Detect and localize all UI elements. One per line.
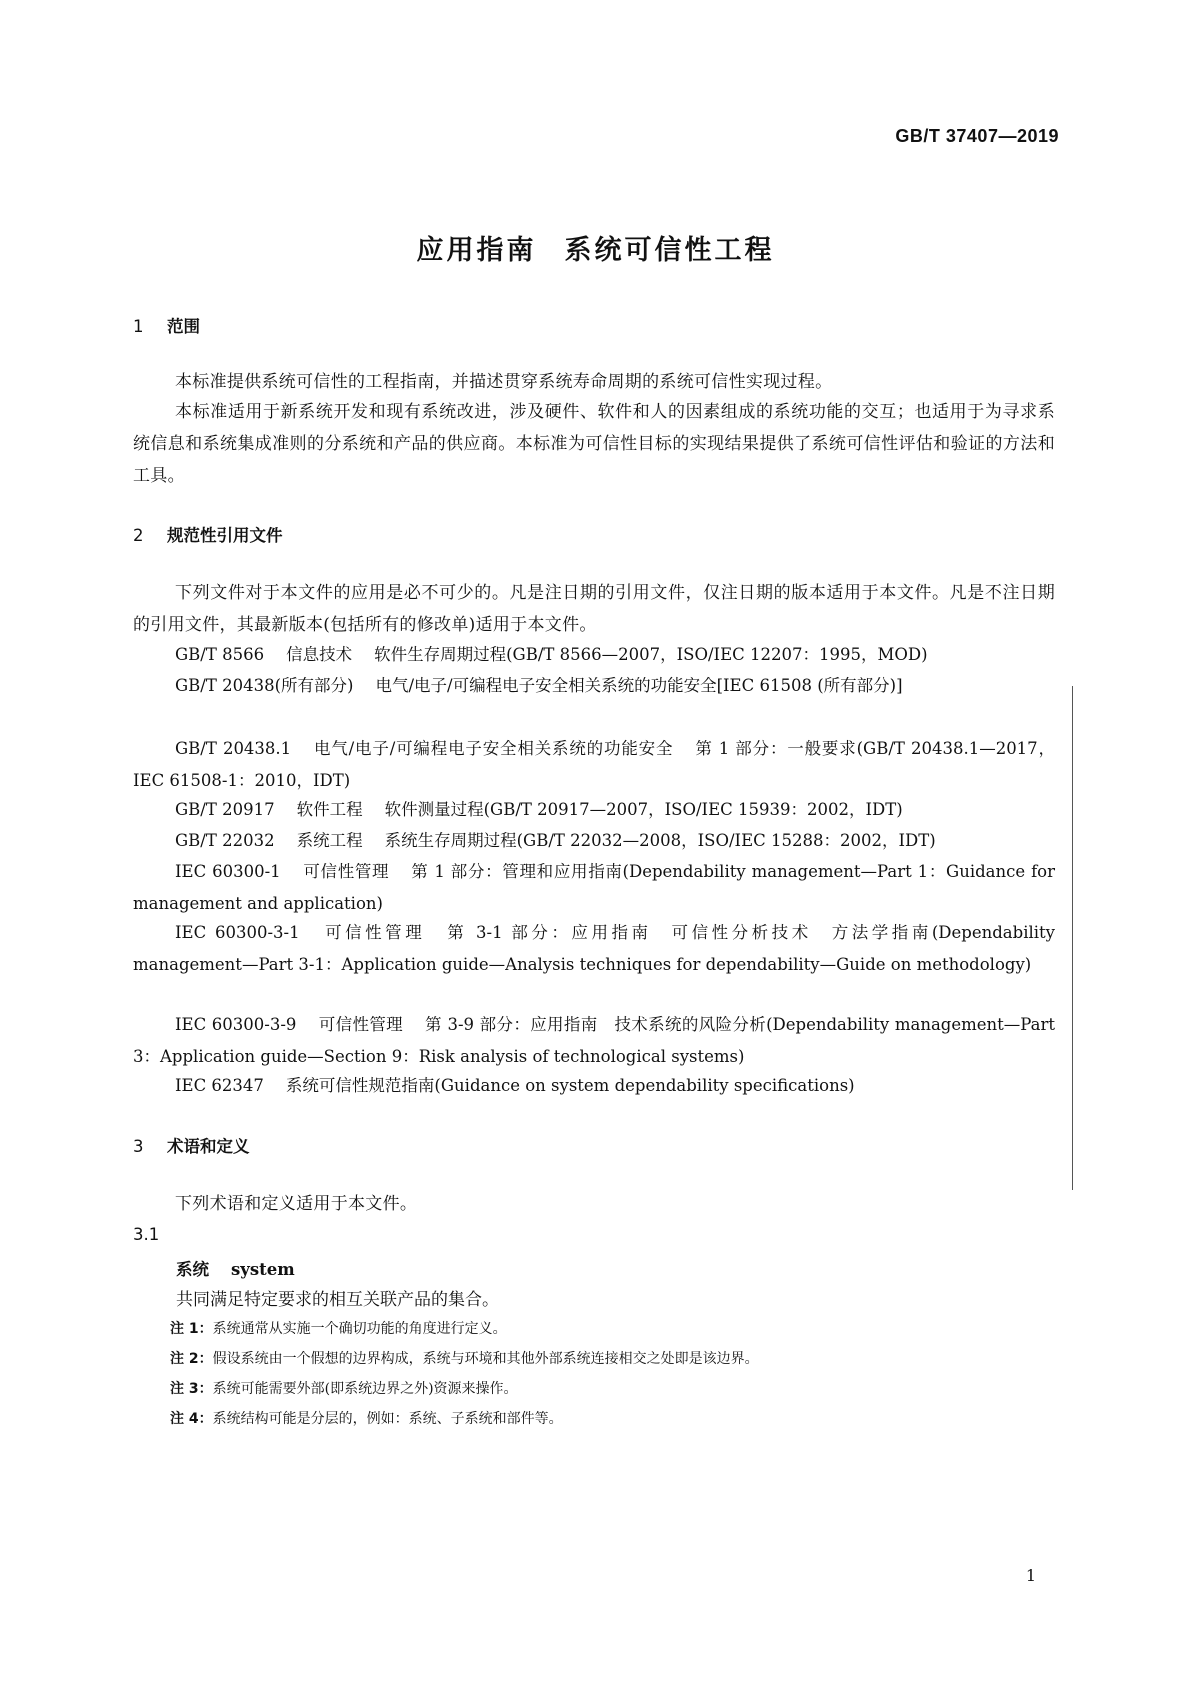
reference-item [133, 856, 1055, 920]
term-name [176, 1256, 295, 1280]
page-number: 1 [1025, 1566, 1036, 1585]
note-text: 系统可能需要外部(即系统边界之外)资源来操作。 [212, 1381, 518, 1397]
reference-code: GB/T 8566 [175, 645, 265, 664]
section-number: 2 [133, 526, 144, 545]
references-intro: 下列文件对于本文件的应用是必不可少的。凡是注日期的引用文件，仅注日期的版本适用于本文件。凡是不注日期的引用文件，其最新版本(包括所有的修改单)适用于本文件。 [133, 583, 1055, 635]
reference-detail: 第 1 部分：管理和应用指南(Dependability management—Part 1：Guidance for management and application) [133, 862, 1055, 913]
change-bar [1072, 686, 1073, 1190]
term-english: system [231, 1260, 295, 1279]
reference-item [133, 733, 1055, 797]
note-text: 系统通常从实施一个确切功能的角度进行定义。 [212, 1321, 507, 1337]
reference-title: 电气/电子/可编程电子安全相关系统的功能安全 [313, 739, 674, 758]
section-title: 术语和定义 [167, 1137, 250, 1156]
reference-code: GB/T 20438.1 [175, 739, 292, 758]
term-definition: 共同满足特定要求的相互关联产品的集合。 [176, 1290, 499, 1310]
reference-code: GB/T 22032 [175, 831, 275, 850]
reference-title: 可信性管理 [302, 862, 390, 881]
term-number: 3.1 [133, 1225, 160, 1244]
reference-code: IEC 60300-1 [175, 862, 281, 881]
reference-detail: 第 3-9 部分：应用指南 技术系统的风险分析(Dependability management—Part 3：Application guide—Section 9：Risk analysis of technological systems) [133, 1015, 1055, 1066]
note-label: 注 3： [170, 1381, 213, 1397]
reference-title: 信息技术 [286, 645, 353, 664]
reference-title: 电气/电子/可编程电子安全相关系统的功能安全[IEC 61508 (所有部分)] [375, 676, 903, 695]
scope-paragraph-2: 本标准适用于新系统开发和现有系统改进，涉及硬件、软件和人的因素组成的系统功能的交互；也适用于为寻求系统信息和系统集成准则的分系统和产品的供应商。本标准为可信性目标的实现结果提供了系统可信性评估和验证的方法和工具。 [133, 402, 1055, 486]
reference-title: 系统工程 [296, 831, 363, 850]
reference-code: IEC 60300-3-9 [175, 1015, 297, 1034]
reference-item [133, 825, 1055, 857]
reference-title: 可信性管理 [321, 923, 426, 942]
section-number: 1 [133, 317, 144, 336]
reference-detail: 第 3-1 部分：应用指南 可信性分析技术 方法学指南(Dependability management—Part 3-1：Application guide—Analysis techniques for dependability—Guide on methodology) [133, 923, 1055, 974]
title-part-1: 应用指南 [416, 235, 537, 266]
reference-detail: 第 1 部分：一般要求(GB/T 20438.1—2017，IEC 61508-1：2010，IDT) [133, 739, 1056, 790]
reference-code: IEC 60300-3-1 [175, 923, 300, 942]
reference-code: IEC 62347 [175, 1076, 264, 1095]
section-number: 3 [133, 1137, 144, 1156]
reference-item [133, 1009, 1055, 1073]
term-chinese: 系统 [176, 1260, 209, 1279]
reference-item [133, 794, 1055, 826]
note-label: 注 1： [170, 1321, 213, 1337]
reference-item [133, 1070, 1055, 1102]
reference-item [133, 639, 1055, 671]
term-note [170, 1318, 507, 1338]
reference-item [133, 917, 1055, 981]
reference-title: 系统可信性规范指南(Guidance on system dependability specifications) [285, 1076, 855, 1095]
reference-item [133, 670, 1055, 702]
reference-detail: 软件测量过程(GB/T 20917—2007，ISO/IEC 15939：2002，IDT) [384, 800, 903, 819]
standard-code: GB/T 37407—2019 [895, 126, 1059, 146]
reference-title: 软件工程 [296, 800, 363, 819]
reference-code: GB/T 20438(所有部分) [175, 676, 354, 695]
section-title: 规范性引用文件 [167, 526, 283, 545]
term-note [170, 1378, 518, 1398]
term-note [170, 1408, 563, 1428]
section-3-heading [133, 1133, 250, 1157]
note-label: 注 2： [170, 1351, 213, 1367]
term-note [170, 1348, 759, 1368]
note-text: 假设系统由一个假想的边界构成，系统与环境和其他外部系统连接相交之处即是该边界。 [212, 1351, 759, 1367]
section-2-heading [133, 522, 283, 546]
document-title [0, 228, 1191, 267]
scope-paragraph-1: 本标准提供系统可信性的工程指南，并描述贯穿系统寿命周期的系统可信性实现过程。 [175, 372, 833, 392]
note-label: 注 4： [170, 1411, 213, 1427]
note-text: 系统结构可能是分层的，例如：系统、子系统和部件等。 [212, 1411, 563, 1427]
title-part-2: 系统可信性工程 [564, 235, 775, 266]
terms-intro: 下列术语和定义适用于本文件。 [175, 1194, 418, 1214]
section-1-heading [133, 313, 200, 337]
reference-detail: 软件生存周期过程(GB/T 8566—2007，ISO/IEC 12207：1995，MOD) [374, 645, 928, 664]
reference-code: GB/T 20917 [175, 800, 275, 819]
section-title: 范围 [167, 317, 200, 336]
reference-detail: 系统生存周期过程(GB/T 22032—2008，ISO/IEC 15288：2002，IDT) [384, 831, 936, 850]
reference-title: 可信性管理 [318, 1015, 404, 1034]
